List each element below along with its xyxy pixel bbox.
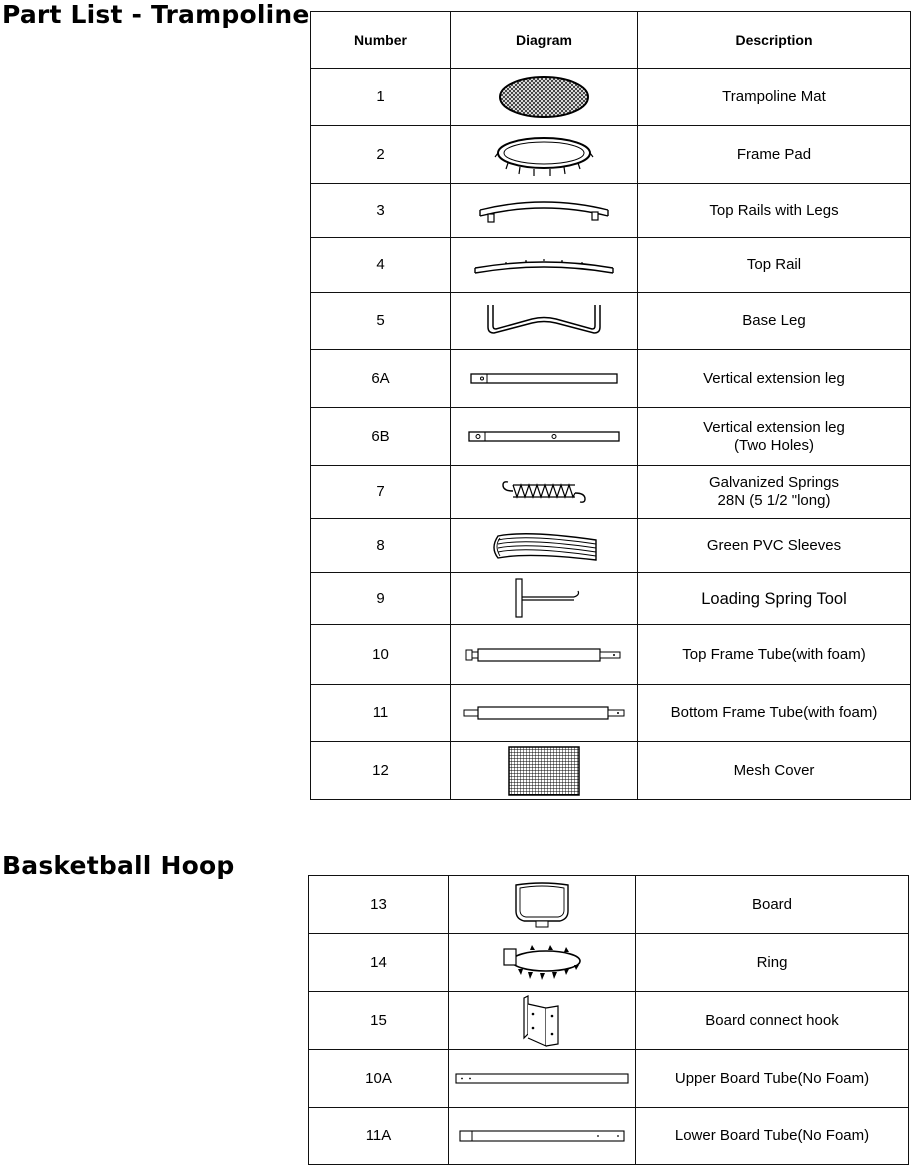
basketball-parts-table <box>308 875 909 1165</box>
part-description: Bottom Frame Tube(with foam) <box>638 685 911 742</box>
part-description: Trampoline Mat <box>638 69 911 126</box>
part-number: 7 <box>311 466 451 519</box>
base-leg-icon <box>482 301 606 341</box>
part-description: Board <box>636 876 909 934</box>
table-row <box>311 293 911 350</box>
table-row <box>311 685 911 742</box>
part-number: 6A <box>311 350 451 408</box>
bottom-frame-tube-icon <box>462 705 626 721</box>
part-diagram <box>451 742 638 800</box>
part-diagram <box>451 466 638 519</box>
top-frame-tube-icon <box>464 646 624 664</box>
part-diagram <box>451 519 638 573</box>
part-number: 2 <box>311 126 451 184</box>
part-diagram <box>449 992 636 1050</box>
diagram-header: Diagram <box>451 12 638 69</box>
extension-leg-one-hole-icon <box>469 371 619 387</box>
part-description: Green PVC Sleeves <box>638 519 911 573</box>
connect-hook-icon <box>516 994 568 1048</box>
part-description: Upper Board Tube(No Foam) <box>636 1050 909 1108</box>
description-line-2: (Two Holes) <box>733 436 815 454</box>
part-number: 11A <box>309 1108 449 1165</box>
part-diagram <box>449 934 636 992</box>
part-diagram <box>451 408 638 466</box>
table-row <box>311 408 911 466</box>
pvc-sleeves-icon <box>488 528 600 564</box>
part-description <box>638 466 911 519</box>
table-row <box>311 519 911 573</box>
part-number: 10 <box>311 625 451 685</box>
part-description: Base Leg <box>638 293 911 350</box>
part-description: Top Rails with Legs <box>638 184 911 238</box>
part-number: 1 <box>311 69 451 126</box>
trampoline-mat-icon <box>498 75 590 119</box>
description-line-1: Galvanized Springs <box>708 474 840 491</box>
part-description: Vertical extension leg <box>638 350 911 408</box>
table-row <box>311 350 911 408</box>
part-number: 14 <box>309 934 449 992</box>
part-number: 9 <box>311 573 451 625</box>
part-diagram <box>451 293 638 350</box>
part-description <box>638 408 911 466</box>
description-line-2: 28N (5 1/2 "long) <box>717 492 831 509</box>
part-diagram <box>449 1050 636 1108</box>
part-description: Frame Pad <box>638 126 911 184</box>
frame-pad-icon <box>494 131 594 179</box>
part-description: Lower Board Tube(No Foam) <box>636 1108 909 1165</box>
part-description: Board connect hook <box>636 992 909 1050</box>
part-diagram <box>451 573 638 625</box>
part-diagram <box>449 1108 636 1165</box>
part-description: Top Rail <box>638 238 911 293</box>
part-diagram <box>451 350 638 408</box>
part-diagram <box>451 69 638 126</box>
part-diagram <box>451 126 638 184</box>
part-number: 3 <box>311 184 451 238</box>
basketball-section-title: Basketball Hoop <box>2 851 235 880</box>
table-row <box>309 876 909 934</box>
top-rail-icon <box>471 254 617 276</box>
top-rail-with-legs-icon <box>474 196 614 226</box>
table-row <box>311 69 911 126</box>
part-number: 15 <box>309 992 449 1050</box>
table-row <box>309 934 909 992</box>
description-line-1: Vertical extension leg <box>703 418 845 436</box>
part-number: 12 <box>311 742 451 800</box>
part-number: 8 <box>311 519 451 573</box>
trampoline-section-title: Part List - Trampoline <box>2 0 310 29</box>
spring-tool-icon <box>504 577 584 621</box>
extension-leg-two-holes-icon <box>467 429 621 445</box>
table-row <box>309 992 909 1050</box>
spring-icon <box>499 479 589 505</box>
description-header: Description <box>638 12 911 69</box>
part-description: Top Frame Tube(with foam) <box>638 625 911 685</box>
part-number: 6B <box>311 408 451 466</box>
part-number: 11 <box>311 685 451 742</box>
part-description: Ring <box>636 934 909 992</box>
table-row <box>311 573 911 625</box>
backboard-icon <box>510 881 574 929</box>
table-row <box>311 466 911 519</box>
table-row <box>309 1108 909 1165</box>
table-row <box>311 625 911 685</box>
mesh-cover-icon <box>508 746 580 796</box>
table-row <box>311 238 911 293</box>
upper-board-tube-icon <box>454 1072 630 1086</box>
table-row <box>309 1050 909 1108</box>
part-description: Loading Spring Tool <box>638 573 911 625</box>
part-number: 4 <box>311 238 451 293</box>
part-number: 10A <box>309 1050 449 1108</box>
part-diagram <box>451 238 638 293</box>
part-description: Mesh Cover <box>638 742 911 800</box>
table-row <box>311 184 911 238</box>
lower-board-tube-icon <box>458 1128 626 1144</box>
part-diagram <box>451 685 638 742</box>
part-diagram <box>451 184 638 238</box>
part-diagram <box>451 625 638 685</box>
part-number: 13 <box>309 876 449 934</box>
table-header-row <box>311 12 911 69</box>
part-diagram <box>449 876 636 934</box>
table-row <box>311 126 911 184</box>
number-header: Number <box>311 12 451 69</box>
part-number: 5 <box>311 293 451 350</box>
ring-icon <box>500 941 584 985</box>
table-row <box>311 742 911 800</box>
trampoline-parts-table <box>310 11 911 800</box>
